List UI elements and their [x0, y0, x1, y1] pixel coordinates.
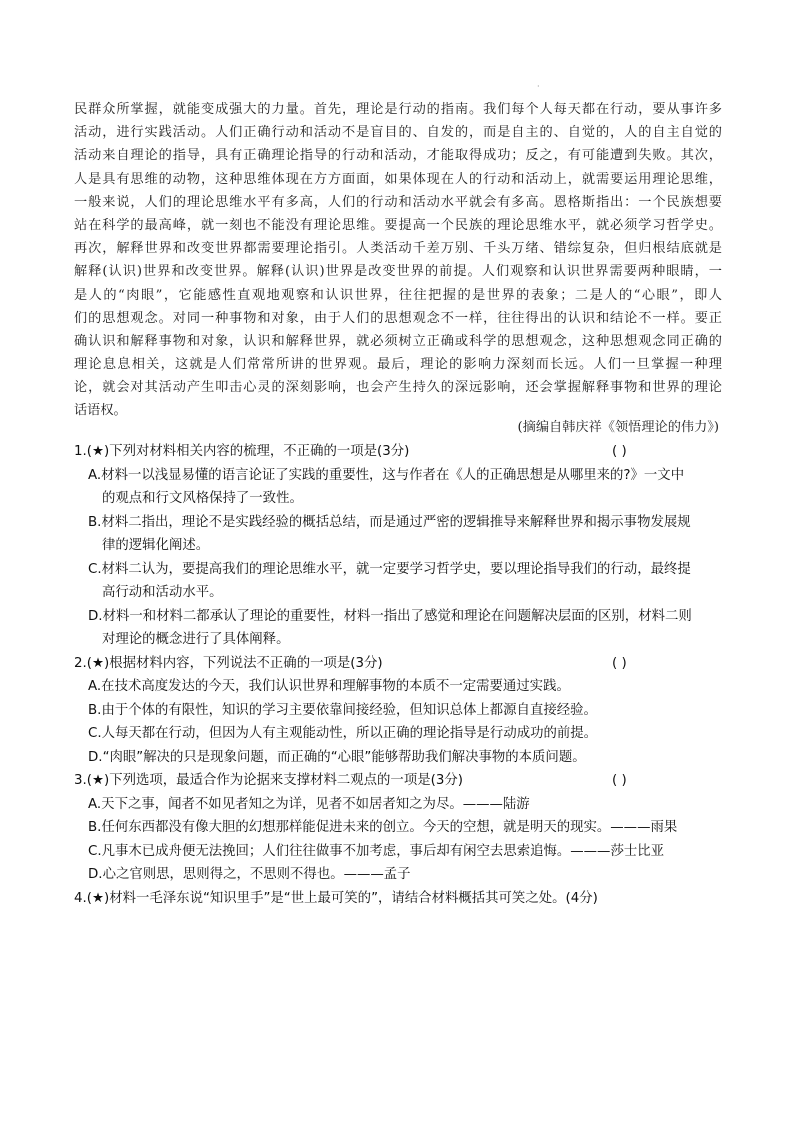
passage-line: 站在科学的最高峰，就一刻也不能没有理论思维。要提高一个民族的理论思维水平，就必须学习哲学史。 [74, 217, 722, 233]
page-mark: · [537, 82, 540, 91]
answer-option-text: A.天下之事，闻者不如见者知之为详，见者不如居者知之为尽。———陆游 [88, 796, 530, 812]
passage-line: 活动来自理论的指导，具有正确理论指导的行动和活动，才能取得成功；反之，有可能遭到失败。其次， [74, 148, 722, 164]
passage-line: 们的思想观念。对同一种事物和对象，由于人们的思想观念不一样，往往得出的认识和结论不一样。要正 [74, 310, 722, 326]
answer-option-text: C.人每天都在行动，但因为人有主观能动性，所以正确的理论指导是行动成功的前提。 [88, 726, 598, 741]
passage-line: 一般来说，人们的理论思维水平有多高，人们的行动和活动水平就会有多高。恩格斯指出：一个民族想要 [74, 194, 722, 210]
answer-option-text: C.凡事木已成舟便无法挽回；人们往往做事不加考虑，事后却有闲空去思索追悔。———莎士比亚 [88, 843, 665, 859]
answer-option-text: 对理论的概念进行了具体阐释。 [102, 632, 290, 647]
answer-option-text: A.在技术高度发达的今天，我们认识世界和理解事物的本质不一定需要通过实践。 [88, 679, 570, 694]
answer-option-text: D.心之官则思，思则得之，不思则不得也。———孟子 [88, 867, 411, 882]
question-stem-text: 2.(★)根据材料内容，下列说法不正确的一项是(3分) [74, 655, 383, 671]
answer-option-text: B.由于个体的有限性，知识的学习主要依靠间接经验，但知识总体上都源自直接经验。 [88, 702, 597, 718]
answer-option-text: B.材料二指出，理论不是实践经验的概括总结，而是通过严密的逻辑推导来解释世界和揭示事物发展规 [88, 514, 691, 530]
question-stem-text: 1.(★)下列对材料相关内容的梳理，不正确的一项是(3分) [74, 444, 410, 459]
passage-line: 民群众所掌握，就能变成强大的力量。首先，理论是行动的指南。我们每个人每天都在行动，要从事许多 [74, 102, 722, 117]
passage-line: 确认识和解释事物和对象，认识和解释世界，就必须树立正确或科学的思想观念，这种思想观念同正确的 [74, 333, 722, 349]
answer-option-text: 律的逻辑化阐述。 [102, 538, 210, 553]
answer-option[interactable] [74, 699, 724, 723]
answer-option[interactable] [74, 746, 724, 770]
passage-line: 人是具有思维的动物，这种思维体现在方方面面，如果体现在人的行动和活动上，就需要运用理论思维， [74, 171, 722, 187]
answer-bracket[interactable]: ( ) [612, 655, 627, 671]
question-1 [74, 440, 724, 652]
answer-option-text: A.材料一以浅显易懂的语言论证了实践的重要性，这与作者在《人的正确思想是从哪里来的?》一文中 [88, 467, 685, 483]
question-3 [74, 769, 724, 887]
answer-option[interactable] [74, 793, 724, 817]
passage-line: 话语权。 [74, 403, 127, 419]
answer-option-text: D.“肉眼”解决的只是现象问题，而正确的“心眼”能够帮助我们解决事物的本质问题。 [88, 749, 586, 765]
question-stem [74, 887, 724, 911]
question-stem-text: 3.(★)下列选项，最适合作为论据来支撑材料二观点的一项是(3分) [74, 773, 463, 788]
question-stem [74, 769, 724, 793]
question-list [74, 440, 724, 910]
question-4 [74, 887, 724, 911]
question-stem [74, 652, 724, 676]
answer-option[interactable] [74, 464, 724, 511]
question-stem [74, 440, 724, 464]
passage-line: 是人的“肉眼”，它能感性直观地观察和认识世界，往往把握的是世界的表象；二是人的“心眼”，即人 [74, 287, 722, 303]
answer-option[interactable] [74, 722, 724, 746]
passage-source: (摘编自韩庆祥《领悟理论的伟力》) [517, 420, 719, 435]
answer-option[interactable] [74, 511, 724, 558]
answer-option-text: B.任何东西都没有像大胆的幻想那样能促进未来的创立。今天的空想，就是明天的现实。———雨果 [88, 820, 678, 835]
answer-option[interactable] [74, 840, 724, 864]
answer-option[interactable] [74, 863, 724, 887]
passage-line: 理论息息相关，这就是人们常常所讲的世界观。最后，理论的影响力深刻而长远。人们一旦掌握一种理 [74, 357, 722, 373]
answer-option[interactable] [74, 558, 724, 605]
answer-bracket[interactable]: ( ) [612, 444, 627, 459]
answer-option[interactable] [74, 675, 724, 699]
answer-bracket[interactable]: ( ) [612, 773, 627, 788]
reading-passage [74, 98, 722, 423]
answer-option-text: C.材料二认为，要提高我们的理论思维水平，就一定要学习哲学史，要以理论指导我们的行动，最终提 [88, 561, 691, 577]
passage-line: 解释(认识)世界和改变世界。解释(认识)世界是改变世界的前提。人们观察和认识世界需要两种眼睛，一 [74, 264, 722, 280]
passage-line: 活动，进行实践活动。人们正确行动和活动不是盲目的、自发的，而是自主的、自觉的，人的自主自觉的 [74, 125, 722, 141]
passage-line: 再次，解释世界和改变世界都需要理论指引。人类活动千差万别、千头万绪、错综复杂，但归根结底就是 [74, 241, 722, 257]
answer-option-text: 高行动和活动水平。 [102, 585, 223, 600]
answer-option[interactable] [74, 605, 724, 652]
answer-option-text: D.材料一和材料二都承认了理论的重要性，材料一指出了感觉和理论在问题解决层面的区别，材料二则 [88, 608, 692, 624]
answer-option[interactable] [74, 816, 724, 840]
question-2 [74, 652, 724, 770]
passage-line: 论，就会对其活动产生叩击心灵的深刻影响，也会产生持久的深远影响，还会掌握解释事物和世界的理论 [74, 380, 722, 396]
question-stem-text: 4.(★)材料一毛泽东说“知识里手”是“世上最可笑的”，请结合材料概括其可笑之处。(4分) [74, 890, 598, 906]
answer-option-text: 的观点和行文风格保持了一致性。 [102, 491, 303, 506]
